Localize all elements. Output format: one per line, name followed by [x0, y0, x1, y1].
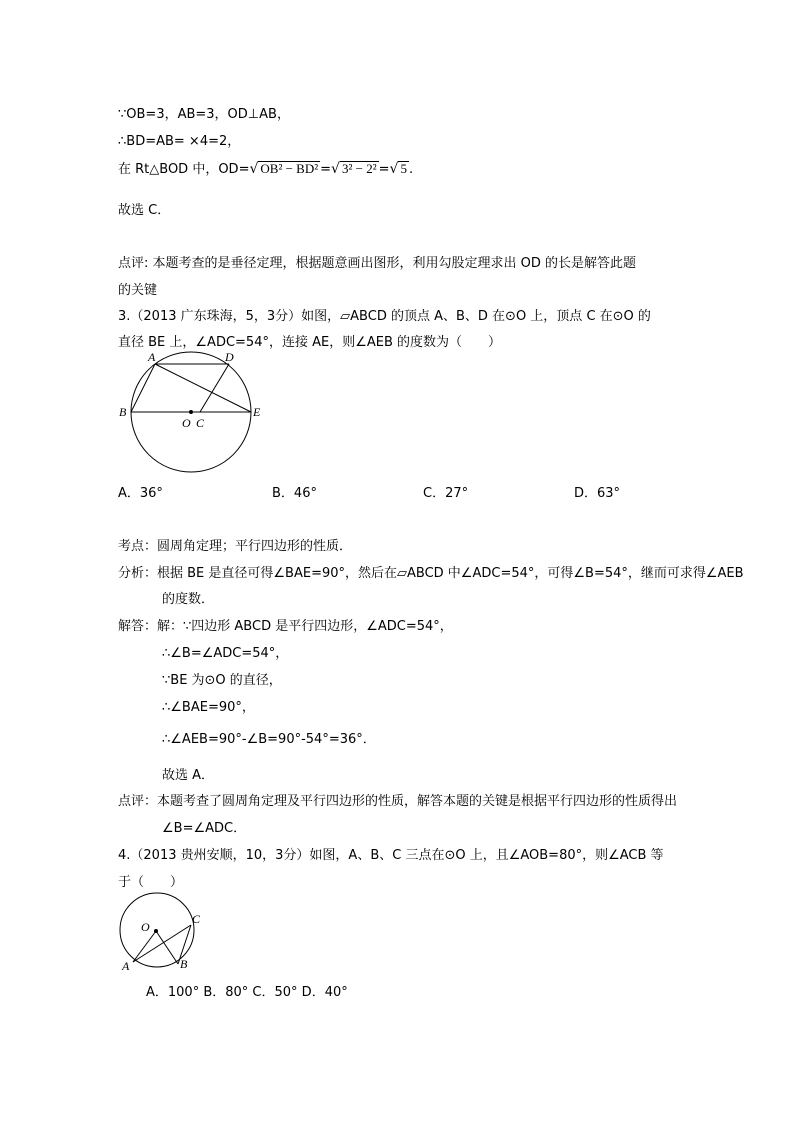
- sqrt-expression-2: 3² − 2²: [341, 161, 377, 176]
- q4-center-dot: [154, 929, 158, 933]
- q3-dianping-line-2: ∠B=∠ADC．: [162, 821, 247, 836]
- q4-stem-line-1: 4.（2013 贵州安顺，10，3分）如图，A、B、C 三点在⊙O 上，且∠AOB=80°，则∠ACB 等: [118, 848, 664, 863]
- q3-option-a: A．36°: [118, 486, 163, 501]
- q3-stem-line-1: 3.（2013 广东珠海，5，3分）如图，▱ABCD 的顶点 A、B、D 在⊙O 上，顶点 C 在⊙O 的: [118, 309, 651, 324]
- q4-options: A．100° B．80° C．50° D．40°: [146, 985, 348, 1000]
- q3-label-e: E: [253, 405, 261, 419]
- q3-fenxi-line-2: 的度数．: [162, 592, 215, 607]
- q3-label-o: O: [182, 416, 191, 430]
- comment-line-2: 的关键: [118, 283, 158, 298]
- q3-side-dc: [200, 364, 229, 412]
- q3-jieda-line-2: ∴∠B=∠ADC=54°，: [162, 646, 289, 661]
- q4-label-c: C: [192, 912, 201, 926]
- q3-fenxi-line-1: 分析：根据 BE 是直径可得∠BAE=90°，然后在▱ABCD 中∠ADC=54°，可得∠B=54°，继而可求得∠AEB: [118, 566, 744, 581]
- q3-jieda-answer: 故选 A．: [162, 768, 215, 783]
- q3-option-c: C．27°: [423, 486, 469, 501]
- q3-figure: [112, 345, 272, 477]
- comment-line-1: 点评: 本题考查的是垂径定理，根据题意画出图形，利用勾股定理求出 OD 的长是解答此题: [118, 256, 637, 271]
- q3-jieda-line-1: 解答：解：∵四边形 ABCD 是平行四边形，∠ADC=54°，: [118, 619, 453, 634]
- q3-jieda-line-4: ∴∠BAE=90°，: [162, 700, 255, 715]
- q3-center-dot: [189, 410, 193, 414]
- q3-label-d: D: [225, 350, 234, 364]
- sqrt-expression-1: OB² − BD²: [260, 161, 319, 176]
- solution-line-1: ∵OB=3，AB=3，OD⊥AB，: [118, 107, 290, 122]
- q4-label-o: O: [141, 920, 150, 934]
- q3-chord-ae: [155, 364, 251, 412]
- sqrt-expression-3: 5: [400, 161, 407, 176]
- q3-kaodian: 考点：圆周角定理；平行四边形的性质．: [118, 539, 353, 554]
- period: .: [408, 162, 414, 177]
- q3-jieda-line-5: ∴∠AEB=90°-∠B=90°-54°=36°．: [162, 732, 376, 747]
- q4-stem-line-2: 于（ ）: [118, 875, 184, 890]
- q3-stem-line-2: 直径 BE 上，∠ADC=54°，连接 AE，则∠AEB 的度数为（ ）: [118, 335, 502, 350]
- solution-line-3-prefix: 在 Rt△BOD 中，OD=: [118, 162, 250, 177]
- q4-label-b: B: [180, 957, 188, 971]
- q3-label-b: B: [119, 405, 127, 419]
- q4-radius-oa: [133, 931, 156, 962]
- equals-sign-2: =: [378, 162, 390, 177]
- q4-figure: [112, 890, 212, 972]
- solution-line-3: 在 Rt△BOD 中，OD=√ OB² − BD² =√ 3² − 2² =√ 5 .: [118, 161, 414, 177]
- q3-dianping-line-1: 点评：本题考查了圆周角定理及平行四边形的性质，解答本题的关键是根据平行四边形的性质得出: [118, 794, 678, 809]
- answer-q2: 故选 C．: [118, 203, 171, 218]
- solution-line-2: ∴BD=AB= ×4=2，: [118, 134, 241, 149]
- q3-option-b: B．46°: [272, 486, 317, 501]
- q3-label-a: A: [148, 350, 156, 364]
- q3-side-ba: [131, 364, 155, 412]
- q3-label-c: C: [196, 416, 205, 430]
- q3-option-d: D．63°: [574, 486, 621, 501]
- q3-jieda-line-3: ∵BE 为⊙O 的直径，: [162, 673, 282, 688]
- equals-sign-1: =: [320, 162, 332, 177]
- q4-label-a: A: [122, 959, 130, 972]
